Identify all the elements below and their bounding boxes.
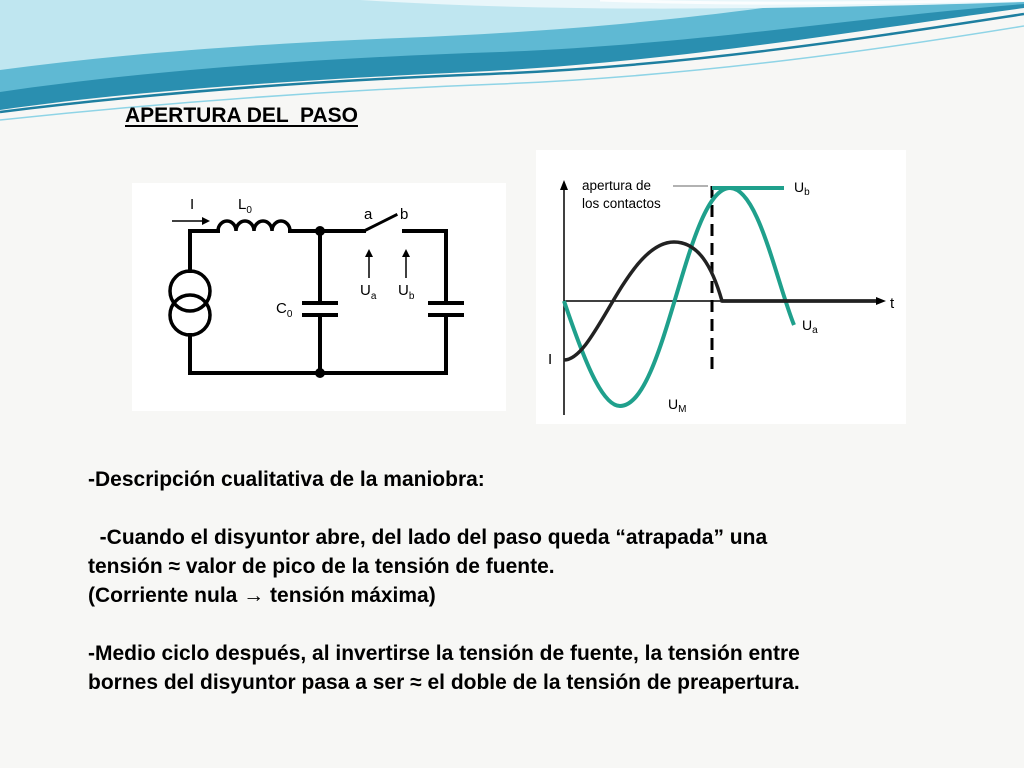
ub-subscript: b	[804, 187, 810, 198]
inductor-label: L	[238, 196, 247, 213]
ub-label: U	[794, 179, 805, 195]
voltage-b-label: U	[398, 282, 409, 299]
contact-a-label: a	[364, 206, 373, 223]
capacitor-label: C	[276, 300, 287, 317]
paragraph-1-line-3: (Corriente nula → tensión máxima)	[88, 584, 436, 607]
paragraph-2-line-2: bornes del disyuntor pasa a ser ≈ el doble de la tensión de preapertura.	[88, 671, 800, 694]
svg-text:UM	[668, 396, 686, 415]
opening-annotation-line2: los contactos	[582, 196, 661, 211]
ua-label: U	[802, 317, 813, 333]
current-curve-label: I	[548, 351, 553, 368]
svg-text:Ua	[802, 317, 818, 336]
inductor-subscript: 0	[246, 205, 252, 216]
capacitor-subscript: 0	[286, 309, 293, 320]
voltage-a-label: U	[360, 282, 371, 299]
svg-text:Ub	[794, 179, 810, 198]
body-text	[88, 465, 988, 697]
current-label: I	[190, 196, 195, 213]
ua-subscript: a	[812, 325, 818, 336]
svg-text:Ub	[398, 282, 415, 302]
waveform-diagram	[536, 150, 906, 424]
svg-text:L0	[238, 196, 252, 216]
svg-text:C0	[276, 300, 293, 320]
time-axis-label: t	[890, 295, 895, 312]
circuit-diagram	[132, 183, 506, 411]
description-heading: -Descripción cualitativa de la maniobra:	[88, 468, 485, 491]
svg-text:Ua	[360, 282, 377, 302]
voltage-b-subscript: b	[408, 291, 415, 302]
um-label: U	[668, 396, 679, 412]
voltage-a-subscript: a	[370, 291, 377, 302]
slide-title: APERTURA DEL PASO	[125, 104, 358, 127]
contact-b-label: b	[400, 206, 409, 223]
um-subscript: M	[678, 404, 687, 415]
opening-annotation-line1: apertura de	[582, 178, 652, 193]
paragraph-1-line-2: tensión ≈ valor de pico de la tensión de fuente.	[88, 555, 555, 578]
paragraph-1-line-1: -Cuando el disyuntor abre, del lado del paso queda “atrapada” una	[88, 526, 768, 549]
paragraph-2-line-1: -Medio ciclo después, al invertirse la tensión de fuente, la tensión entre	[88, 642, 800, 665]
